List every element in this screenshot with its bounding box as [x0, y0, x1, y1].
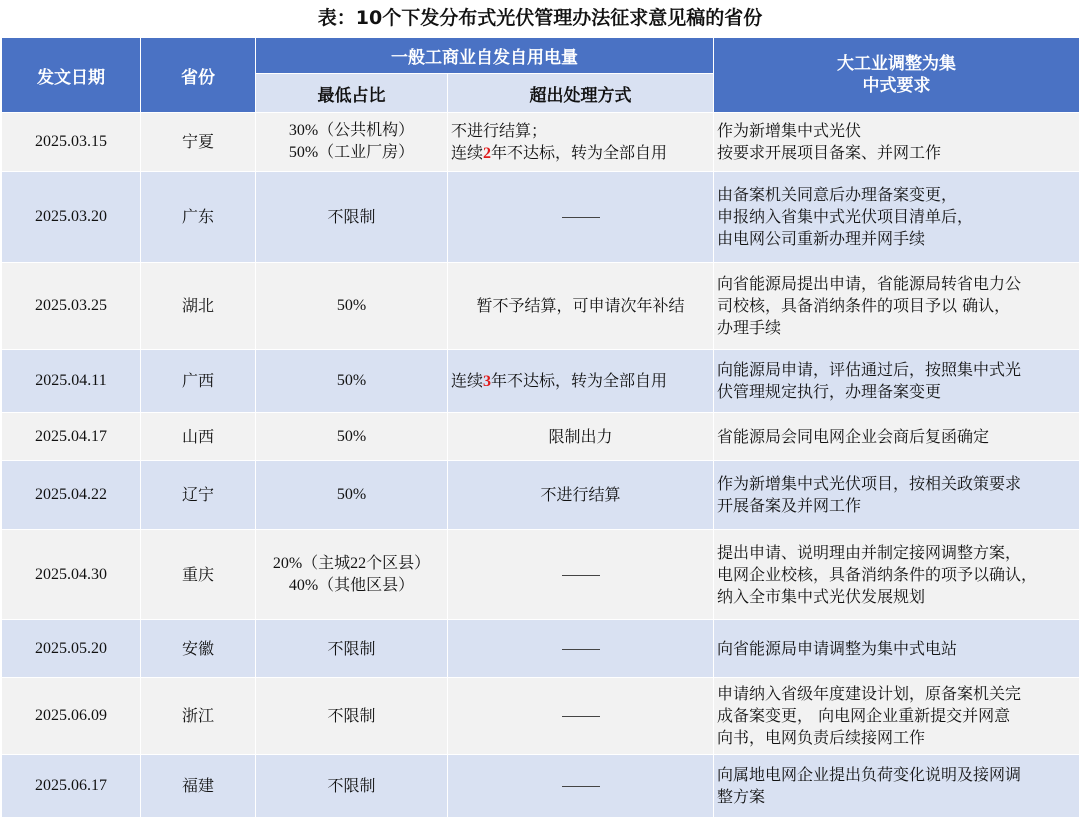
ratio-line: 20%（主城22个区县） — [272, 554, 431, 572]
cell-excess — [448, 755, 714, 818]
ratio-line: 50% — [336, 372, 367, 389]
ratio-line: 50% — [336, 297, 367, 314]
excess-text: 连续 — [451, 370, 484, 390]
cell-large-industry — [714, 678, 1080, 755]
excess-line: 不进行结算； — [451, 120, 548, 140]
cell-excess — [448, 530, 714, 620]
header-date: 发文日期 — [2, 38, 141, 113]
cell-excess — [448, 678, 714, 755]
large-industry-line: 省能源局会同电网企业会商后复函确定 — [717, 426, 990, 446]
excess-years-number: 2 — [483, 144, 492, 162]
large-industry-line: 向省能源局申请调整为集中式电站 — [717, 638, 958, 658]
cell-large-industry — [714, 113, 1080, 172]
cell-province: 宁夏 — [141, 113, 256, 172]
table-row — [2, 755, 1080, 818]
cell-province: 广东 — [141, 172, 256, 263]
ratio-line: 不限制 — [327, 776, 376, 795]
cell-min-ratio — [256, 413, 448, 461]
large-industry-line: 由备案机关同意后办理备案变更， — [717, 185, 958, 204]
cell-large-industry — [714, 413, 1080, 461]
large-industry-line: 向省能源局提出申请，省能源局转省电力公 — [717, 274, 1022, 293]
table-title: 表：10个下发分布式光伏管理办法征求意见稿的省份 — [317, 7, 763, 29]
cell-date: 2025.06.09 — [2, 678, 141, 755]
ratio-line: 不限制 — [327, 706, 376, 725]
cell-excess — [448, 172, 714, 263]
cell-date: 2025.04.17 — [2, 413, 141, 461]
ratio-line: 50%（工业厂房） — [288, 144, 415, 161]
table-row — [2, 263, 1080, 350]
large-industry-line: 作为新增集中式光伏 — [717, 121, 862, 140]
table-row — [2, 530, 1080, 620]
large-industry-line: 申报纳入省集中式光伏项目清单后， — [717, 207, 974, 226]
header-min-ratio: 最低占比 — [256, 74, 448, 113]
table-row — [2, 350, 1080, 413]
large-industry-line: 由电网公司重新办理并网手续 — [717, 229, 926, 248]
cell-min-ratio — [256, 678, 448, 755]
table-row — [2, 620, 1080, 678]
large-industry-line: 司校核，具备消纳条件的项目予以 确认， — [717, 296, 1011, 315]
large-industry-line: 提出申请、说明理由并制定接网调整方案， — [717, 542, 1022, 562]
cell-date: 2025.05.20 — [2, 620, 141, 678]
large-industry-line: 开展备案及并网工作 — [717, 496, 862, 515]
excess-line — [451, 142, 711, 165]
cell-province: 安徽 — [141, 620, 256, 678]
cell-date: 2025.04.11 — [2, 350, 141, 413]
cell-province: 广西 — [141, 350, 256, 413]
large-industry-line: 纳入全市集中式光伏发展规划 — [717, 586, 926, 606]
cell-province: 辽宁 — [141, 461, 256, 530]
header-large-industry — [714, 38, 1080, 113]
excess-text: 连续 — [451, 142, 484, 162]
ratio-line: 50% — [336, 486, 367, 503]
cell-large-industry — [714, 461, 1080, 530]
cell-large-industry — [714, 263, 1080, 350]
dash-placeholder — [562, 649, 600, 650]
ratio-line: 不限制 — [327, 638, 376, 658]
cell-excess — [448, 113, 714, 172]
cell-date: 2025.06.17 — [2, 755, 141, 818]
cell-excess — [448, 461, 714, 530]
dash-placeholder — [562, 716, 600, 717]
cell-min-ratio — [256, 172, 448, 263]
cell-province: 湖北 — [141, 263, 256, 350]
ratio-line: 不限制 — [327, 207, 376, 226]
dash-placeholder — [562, 786, 600, 787]
cell-min-ratio — [256, 530, 448, 620]
table-row — [2, 461, 1080, 530]
cell-large-industry — [714, 530, 1080, 620]
cell-large-industry — [714, 350, 1080, 413]
header-large-text: 大工业调整为集中式要求 — [837, 54, 956, 96]
excess-text: 年不达标，转为全部自用 — [491, 370, 668, 390]
table-row — [2, 172, 1080, 263]
cell-large-industry — [714, 755, 1080, 818]
header-province: 省份 — [141, 38, 256, 113]
large-industry-line: 向能源局申请，评估通过后，按照集中式光 — [717, 360, 1022, 379]
table-row — [2, 413, 1080, 461]
cell-min-ratio — [256, 113, 448, 172]
cell-large-industry — [714, 172, 1080, 263]
ratio-line: 40%（其他区县） — [288, 576, 415, 594]
cell-min-ratio — [256, 263, 448, 350]
header-excess: 超出处理方式 — [448, 74, 714, 113]
cell-min-ratio — [256, 755, 448, 818]
large-industry-line: 伏管理规定执行，办理备案变更 — [717, 382, 942, 401]
cell-min-ratio — [256, 350, 448, 413]
cell-date: 2025.03.25 — [2, 263, 141, 350]
large-industry-line: 向属地电网企业提出负荷变化说明及接网调 — [717, 765, 1022, 784]
table-row — [2, 678, 1080, 755]
cell-excess — [448, 350, 714, 413]
large-industry-line: 办理手续 — [717, 318, 782, 337]
excess-line: 限制出力 — [548, 426, 613, 446]
dash-placeholder — [562, 575, 600, 576]
cell-excess — [448, 413, 714, 461]
cell-large-industry — [714, 620, 1080, 678]
ratio-line: 50% — [336, 427, 367, 445]
header-general: 一般工商业自发自用电量 — [256, 38, 714, 74]
province-policy-table — [1, 37, 1080, 818]
table-row — [2, 113, 1080, 172]
large-industry-line: 整方案 — [717, 787, 766, 806]
dash-placeholder — [562, 217, 600, 218]
excess-years-number: 3 — [483, 372, 492, 390]
cell-date: 2025.04.22 — [2, 461, 141, 530]
excess-line: 暂不予结算，可申请次年补结 — [476, 296, 685, 315]
cell-date: 2025.04.30 — [2, 530, 141, 620]
cell-date: 2025.03.20 — [2, 172, 141, 263]
large-industry-line: 成备案变更， 向电网企业重新提交并网意 — [717, 706, 1011, 725]
excess-line — [451, 370, 711, 393]
cell-min-ratio — [256, 461, 448, 530]
cell-min-ratio — [256, 620, 448, 678]
ratio-line: 30%（公共机构） — [288, 122, 415, 139]
cell-date: 2025.03.15 — [2, 113, 141, 172]
excess-line: 不进行结算 — [540, 485, 621, 504]
cell-excess — [448, 620, 714, 678]
cell-province: 山西 — [141, 413, 256, 461]
excess-text: 年不达标，转为全部自用 — [491, 142, 668, 162]
cell-province: 重庆 — [141, 530, 256, 620]
large-industry-line: 按要求开展项目备案、并网工作 — [717, 143, 942, 162]
large-industry-line: 作为新增集中式光伏项目，按相关政策要求 — [717, 474, 1022, 493]
cell-excess — [448, 263, 714, 350]
large-industry-line: 申请纳入省级年度建设计划，原备案机关完 — [717, 684, 1022, 703]
large-industry-line: 向书，电网负责后续接网工作 — [717, 728, 926, 747]
large-industry-line: 电网企业校核，具备消纳条件的项予以确认， — [717, 564, 1038, 584]
cell-province: 福建 — [141, 755, 256, 818]
cell-province: 浙江 — [141, 678, 256, 755]
